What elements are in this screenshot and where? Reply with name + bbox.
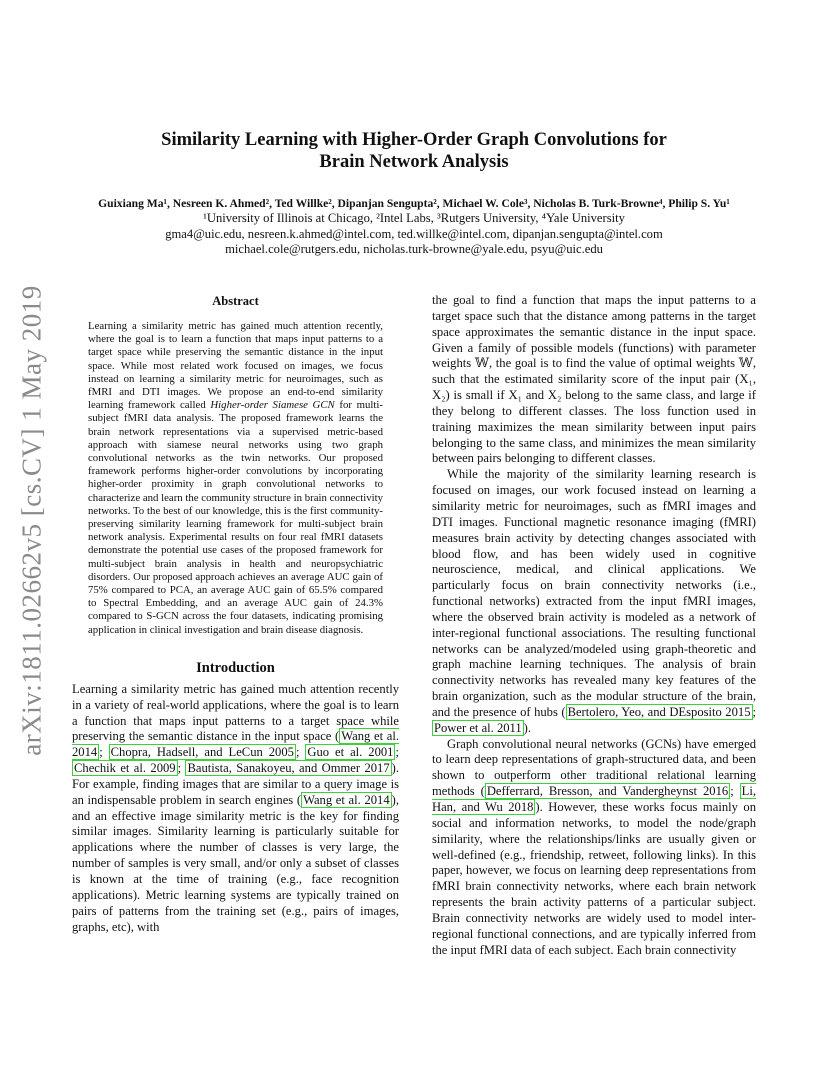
citation-link[interactable]: Wang et al. 2014: [303, 792, 390, 807]
abstract-heading: Abstract: [212, 294, 259, 308]
affiliations-block: [40, 211, 788, 258]
citation-link[interactable]: Bertolero, Yeo, and DEsposito 2015: [567, 704, 751, 719]
citation-link[interactable]: Power et al. 2011: [434, 720, 522, 735]
affiliations: ¹University of Illinois at Chicago, ²Intel Labs, ³Rutgers University, ⁴Yale University: [203, 211, 625, 225]
right-column: [432, 293, 756, 958]
left-column: [72, 293, 399, 935]
citation-link[interactable]: Chechik et al. 2009: [74, 761, 176, 776]
right-paragraph-2: While the majority of the similarity learning research is focused on images, our work focused instead on learning a similarity metric for neuroimages, such as fMRI images and DTI images. Functional magnetic resonance imaging (fMRI) measures brain activity by detecting changes associated with blood flow, and has been widely used in cognitive neuroscience, medical, and clinical applications. We particularly focus on brain connectivity networks (i.e., functional networks) extracted from the input fMRI images, where the observed brain activity is modeled as a network of inter-regional functional associations. The resulting functional networks can be analyzed/modeled using graph-theoretic and graph machine learning techniques. The analysis of brain connectivity networks has revealed many key features of the brain organization, such as the modular structure of the brain, and the presence of hubs ( Bertolero, Yeo, and DEsposito 2015 ; Power et al. 2011 ).: [432, 467, 756, 735]
citation-link[interactable]: Chopra, Hadsell, and LeCun 2005: [110, 745, 294, 760]
intro-text-a: Learning a similarity metric has gained much attention recently in a variety of real-world applications, where the goal is to learn a function that maps input patterns to a target space while preserving the semantic distance in the input space (: [72, 681, 399, 744]
right-p2-text-b: ).: [523, 720, 532, 735]
citation-link[interactable]: Guo et al. 2001: [307, 745, 394, 760]
right-paragraph-3: Graph convolutional neural networks (GCNs) have emerged to learn deep representations of graph-structured data, and been shown to outperform other traditional relational learning methods ( Defferrard, Bresson, and Vandergheynst 2016 ; Li, Han, and Wu 2018 ). However, these works focus mainly on social and information networks, to model the node/graph similarity, where the relationships/links are usually given or well-defined (e.g., friendship, retweet, following links). In this paper, however, we focus on learning deep representations from fMRI brain connectivity networks, where each brain network represents the brain activity patterns of a particular subject. Brain connectivity networks are widely used to model inter-regional functional connections, and are typically inferred from the input fMRI data of each subject. Each brain connectivity: [432, 736, 756, 957]
author-list: Guixiang Ma¹, Nesreen K. Ahmed², Ted Willke², Dipanjan Sengupta², Michael W. Cole³, Nicholas B. Turk-Browne⁴, Philip S. Yu¹: [98, 197, 730, 210]
arxiv-stamp: [12, 285, 52, 755]
right-p3-text-a: Graph convolutional neural networks (GCNs) have emerged to learn deep representations of graph-structured data, and been shown to outperform other traditional relational learning methods (: [432, 736, 756, 799]
abstract-part-1: Learning a similarity metric has gained much attention recently, where the goal is to learn a function that maps input patterns to a target space while preserving the semantic distance in the input space. While most related work focused on images, we focus instead on learning a similarity metric for neuroimages, such as fMRI and DTI images. We propose an end-to-end similarity learning framework called: [88, 320, 383, 412]
intro-text-b: ). For example, finding images that are similar to a query image is an indispensable problem in search engines (: [72, 761, 399, 807]
emails-line-2[interactable]: michael.cole@rutgers.edu, nicholas.turk-browne@yale.edu, psyu@uic.edu: [225, 242, 603, 256]
abstract-method-name: Higher-order Siamese GCN: [210, 399, 335, 412]
intro-text-c: ), and an effective image similarity metric is the key for finding similar images. Similarity learning is particularly suitable for applications where the number of classes is very large, the number of samples is very small, and/or only a subset of classes is known at the time of training (e.g., face recognition applications). Metric learning systems are typically trained on pairs of patterns from the training set (e.g., pairs of images, graphs, etc), with: [72, 792, 399, 934]
right-paragraph-1: the goal to find a function that maps the input patterns to a target space such that the distance among patterns in the target space approximates the semantic distance in the input space. Given a family of possible models (functions) with parameter weights 𝕎, the goal is to find the value of optimal weights 𝕎, such that the estimated similarity score of the input pair (X₁, X₂) is small if X₁ and X₂ belong to the same class, and large if they belong to different classes. The loss function used in training maximizes the mean similarity between input pairs belonging to the same class, and minimizes the mean similarity between pairs belonging to different classes.: [432, 293, 756, 466]
title-line-1: Similarity Learning with Higher-Order Graph Convolutions for: [161, 130, 667, 150]
citation-link[interactable]: Wang et al. 2014: [72, 729, 399, 760]
paper-title: [60, 129, 768, 173]
citation-link[interactable]: Defferrard, Bresson, and Vandergheynst 2016: [486, 784, 729, 799]
abstract-part-2: for multi-subject fMRI data analysis. The proposed framework learns the brain network representations via a supervised metric-based approach with siamese neural networks using two graph convolutional networks as the twin networks. Our proposed framework performs higher-order convolutions by incorporating higher-order proximity in graph convolutional networks to characterize and learn the community structure in brain connectivity networks. To the best of our knowledge, this is the first community-preserving similarity learning framework for multi-subject brain network analysis. Experimental results on four real fMRI datasets demonstrate the potential use cases of the proposed framework for multi-subject brain analysis in health and neuropsychiatric disorders. Our proposed approach achieves an average AUC gain of 75% compared to PCA, an average AUC gain of 65.5% compared to Spectral Embedding, and an average AUC gain of 24.3% compared to S-GCN across the four datasets, indicating promising application in clinical investigation and brain disease diagnosis.: [88, 399, 383, 636]
arxiv-id[interactable]: arXiv:1811.02662v5 [cs.CV] 1 May 2019: [16, 284, 47, 756]
abstract-text: [88, 320, 383, 637]
right-p3-text-b: ). However, these works focus mainly on social and information networks, to model the node/graph similarity, where the relationships/links are usually given or well-defined (e.g., friendship, retweet, following links). In this paper, however, we focus on learning deep representations from fMRI brain connectivity networks, where each brain network represents the brain activity patterns of a particular subject. Brain connectivity networks are widely used to model inter-regional functional connections, and are typically inferred from the input fMRI data of each subject. Each brain connectivity: [432, 800, 756, 957]
intro-paragraph-1: Learning a similarity metric has gained much attention recently in a variety of real-world applications, where the goal is to learn a function that maps input patterns to a target space while preserving the semantic distance in the input space ( Wang et al. 2014 ; Chopra, Hadsell, and LeCun 2005 ; Guo et al. 2001 ; Chechik et al. 2009 ; Bautista, Sanakoyeu, and Ommer 2017 ). For example, finding images that are similar to a query image is an indispensable problem in search engines ( Wang et al. 2014 ), and an effective image similarity metric is the key for finding similar images. Similarity learning is particularly suitable for applications where the number of classes is very large, the number of samples is very small, and/or only a subset of classes is known at the time of training (e.g., face recognition applications). Metric learning systems are typically trained on pairs of patterns from the training set (e.g., pairs of images, graphs, etc), with: [72, 681, 399, 934]
introduction-heading: Introduction: [196, 659, 275, 676]
right-p2-text-a: While the majority of the similarity learning research is focused on images, our work focused instead on learning a similarity metric for neuroimages, such as fMRI images and DTI images. Functional magnetic resonance imaging (fMRI) measures brain activity by detecting changes associated with blood flow, and has been widely used in cognitive neuroscience, medical, and clinical applications. We particularly focus on brain connectivity networks (i.e., functional networks) extracted from the input fMRI images, where the observed brain activity is modeled as a network of inter-regional functional associations. The resulting functional networks can be analyzed/modeled using graph-theoretic and graph machine learning techniques. The analysis of brain connectivity networks has revealed many key features of the brain organization, such as the modular structure of the brain, and the presence of hubs (: [432, 467, 756, 719]
citation-link[interactable]: Bautista, Sanakoyeu, and Ommer 2017: [187, 761, 390, 776]
citation-link[interactable]: Li, Han, and Wu 2018: [432, 784, 756, 814]
title-line-2: Brain Network Analysis: [319, 152, 509, 172]
emails-line-1[interactable]: gma4@uic.edu, nesreen.k.ahmed@intel.com, ted.willke@intel.com, dipanjan.sengupta@intel.com: [165, 226, 663, 241]
